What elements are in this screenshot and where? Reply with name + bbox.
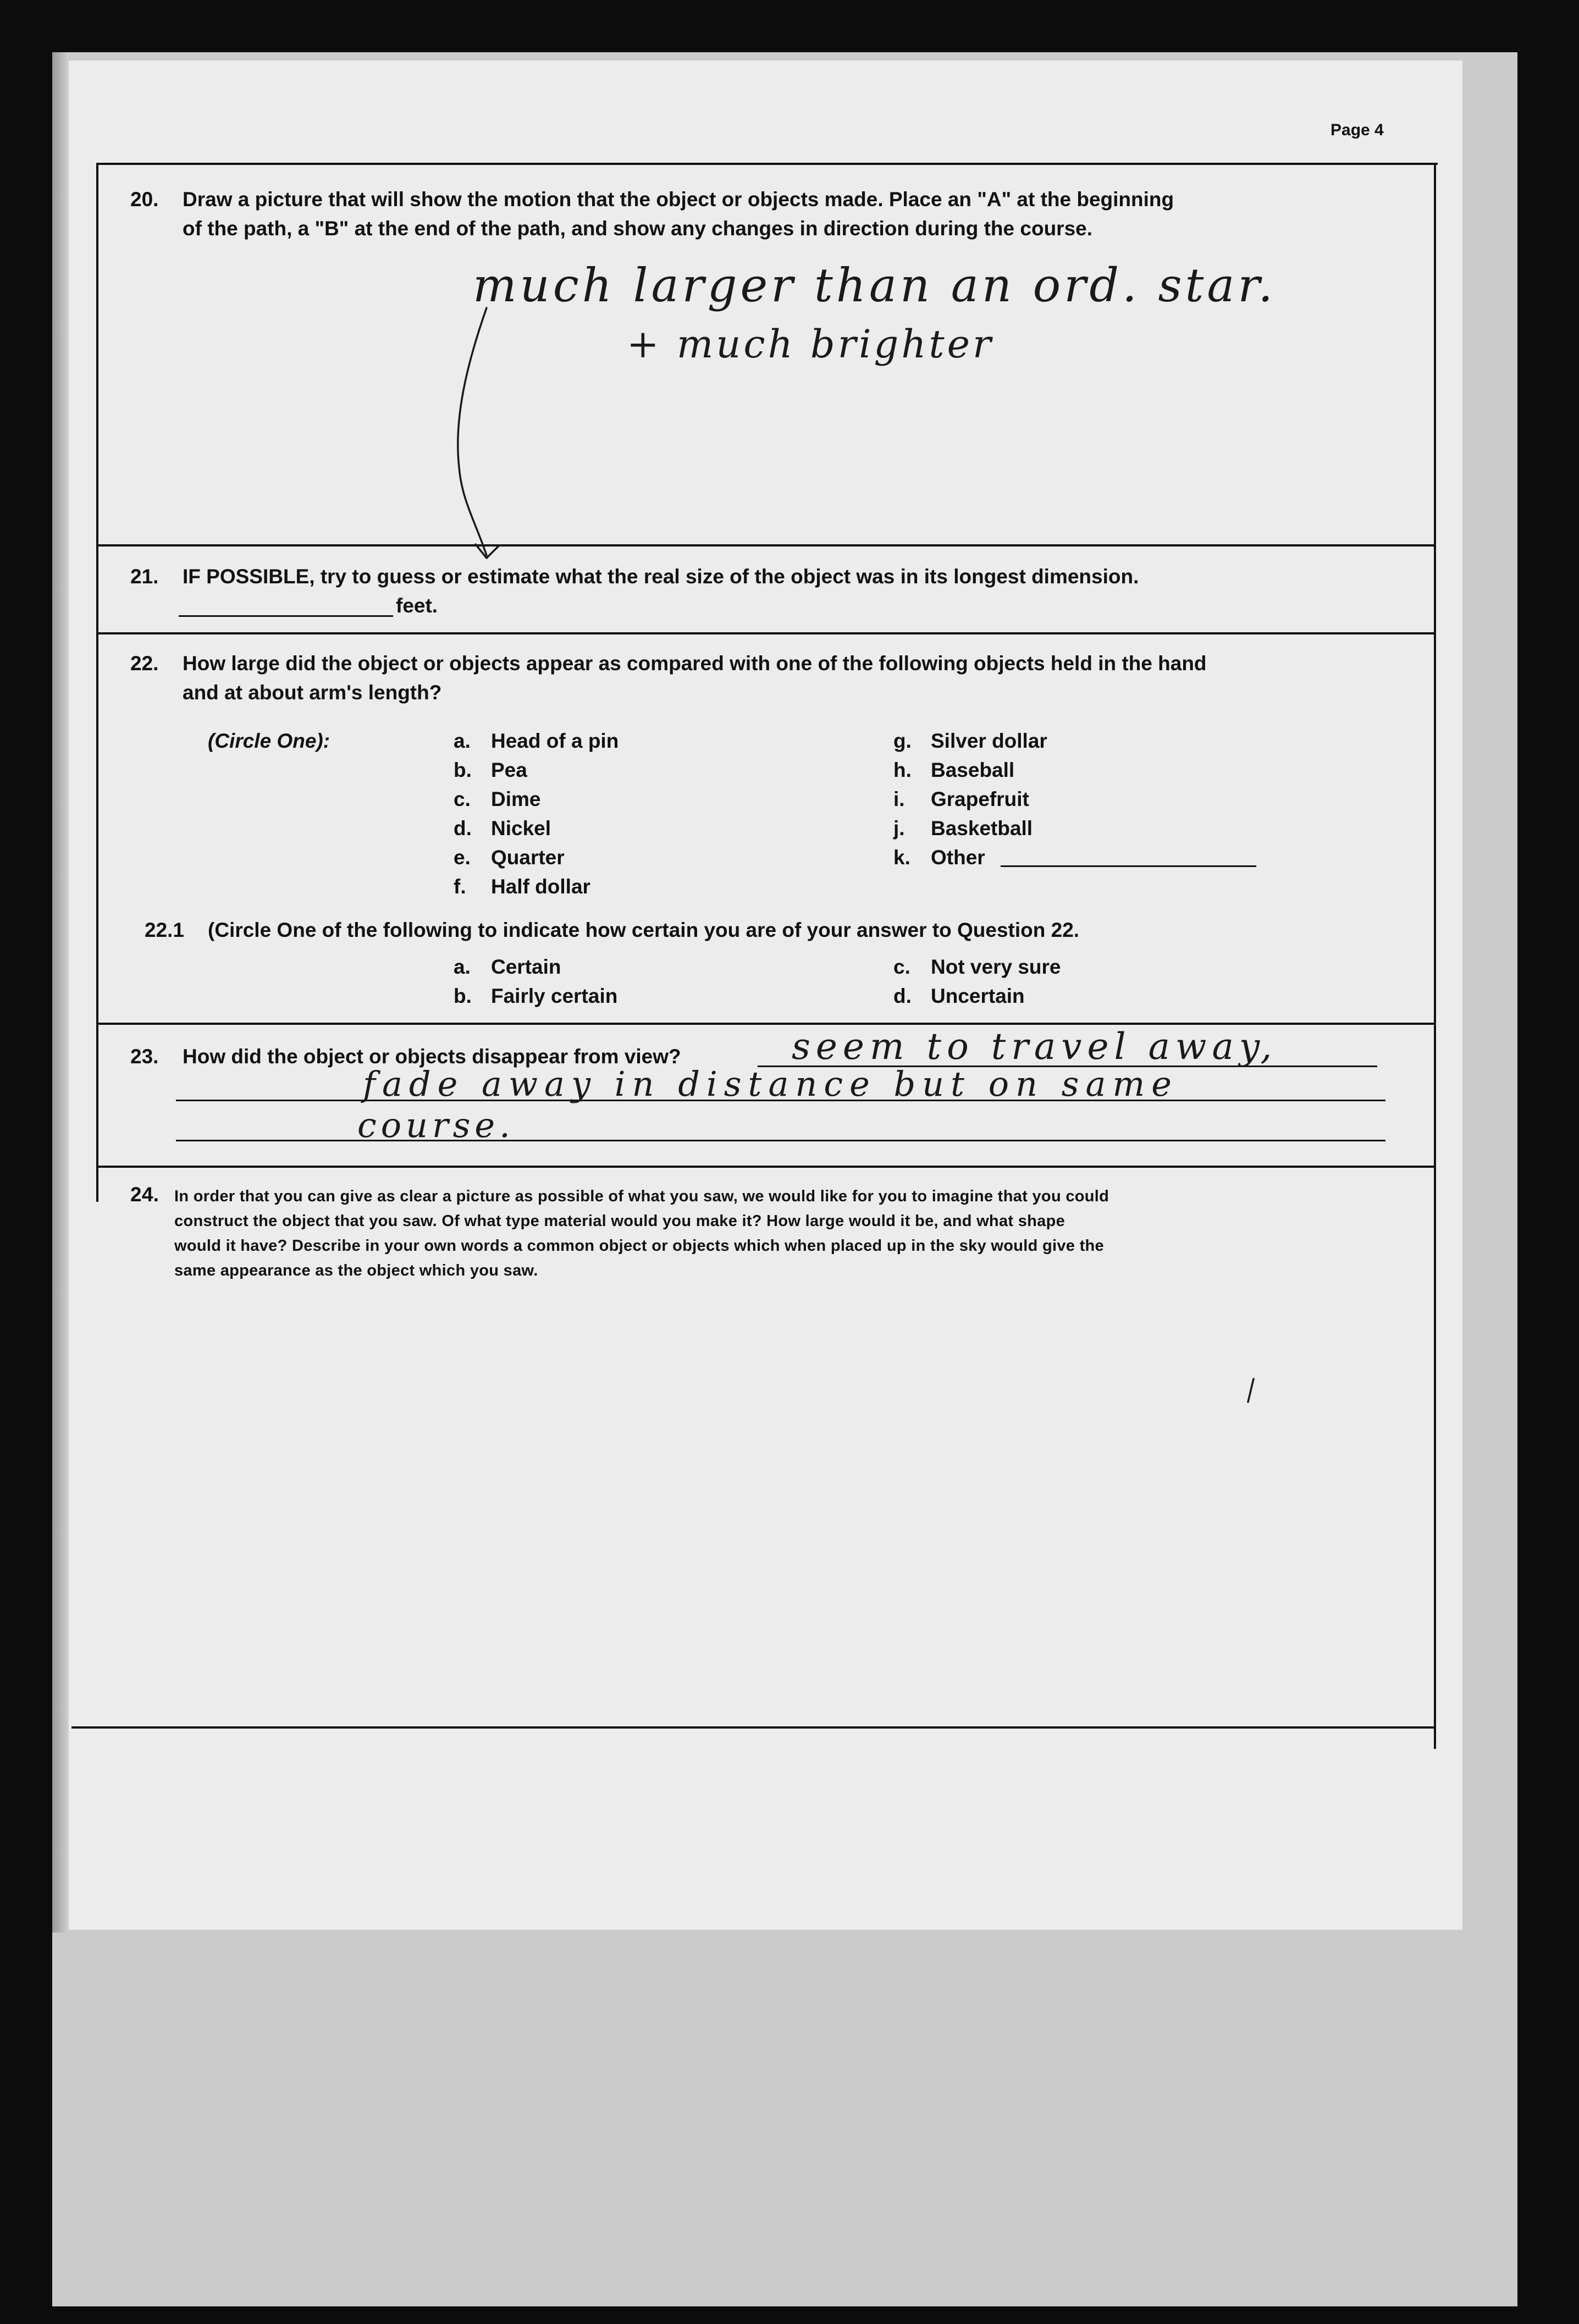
option-label: Silver dollar xyxy=(931,730,1047,752)
option-label: Grapefruit xyxy=(931,788,1029,810)
question-number: 23. xyxy=(130,1045,159,1068)
question-22-1-text: (Circle One of the following to indicate how certain you are of your answer to Question 22. xyxy=(208,919,1080,941)
motion-path-arrow xyxy=(434,286,544,572)
option-letter: b. xyxy=(454,759,472,781)
option-label: Certain xyxy=(491,956,561,978)
option-label: Uncertain xyxy=(931,985,1025,1007)
question-22 xyxy=(130,649,1207,707)
option-b[interactable] xyxy=(454,759,527,782)
option-letter: k. xyxy=(893,846,910,869)
question-24 xyxy=(130,1182,1109,1283)
certainty-option-b[interactable] xyxy=(454,985,617,1008)
option-label: Head of a pin xyxy=(491,730,619,752)
option-letter: c. xyxy=(454,788,471,810)
option-letter: d. xyxy=(454,817,472,840)
option-e[interactable] xyxy=(454,846,565,869)
option-letter: c. xyxy=(893,956,910,978)
question-number: 20. xyxy=(130,188,159,211)
option-label: Quarter xyxy=(491,846,565,869)
question-21-text: IF POSSIBLE, try to guess or estimate what the real size of the object was in its longest dimension. xyxy=(183,565,1139,588)
option-c[interactable] xyxy=(454,788,540,811)
page-number: Page 4 xyxy=(1330,121,1384,139)
other-answer-blank[interactable] xyxy=(1001,865,1256,867)
handwriting-q23-line2: fade away in distance but on same xyxy=(363,1064,1178,1104)
question-24-line1: In order that you can give as clear a picture as possible of what you saw, we would like for you to imagine that you could xyxy=(174,1188,1109,1205)
option-letter: a. xyxy=(454,730,471,752)
question-21 xyxy=(130,562,1139,591)
handwriting-q23-line3: course. xyxy=(357,1105,515,1145)
option-label: Other xyxy=(931,846,985,869)
option-label: Not very sure xyxy=(931,956,1061,978)
question-number: 22. xyxy=(130,652,159,675)
option-k[interactable] xyxy=(893,846,985,869)
option-letter: f. xyxy=(454,875,466,898)
form-right-border xyxy=(1434,163,1436,1749)
option-label: Nickel xyxy=(491,817,551,840)
certainty-option-d[interactable] xyxy=(893,985,1025,1008)
option-letter: g. xyxy=(893,730,912,752)
option-g[interactable] xyxy=(893,730,1047,753)
option-label: Fairly certain xyxy=(491,985,618,1007)
divider-q23-q24 xyxy=(96,1166,1436,1168)
certainty-option-a[interactable] xyxy=(454,956,561,979)
question-20 xyxy=(130,185,1174,243)
option-label: Basketball xyxy=(931,817,1033,840)
question-number: 24. xyxy=(130,1183,159,1206)
circle-one-label: (Circle One): xyxy=(208,730,330,752)
option-label: Dime xyxy=(491,788,541,810)
divider-q20-q21 xyxy=(96,544,1436,547)
size-answer-blank xyxy=(179,615,393,617)
option-i[interactable] xyxy=(893,788,1029,811)
option-letter: b. xyxy=(454,985,472,1007)
question-22-1 xyxy=(145,915,1079,945)
question-22-line2: and at about arm's length? xyxy=(183,681,442,704)
divider-q22-q23 xyxy=(96,1023,1436,1025)
option-label: Pea xyxy=(491,759,527,781)
option-f[interactable] xyxy=(454,875,590,898)
question-24-line3: would it have? Describe in your own words a common object or objects which when placed up in the sky would give the xyxy=(174,1237,1104,1255)
question-number: 21. xyxy=(130,565,159,588)
question-22-line1: How large did the object or objects appear as compared with one of the following objects held in the hand xyxy=(183,652,1207,675)
divider-q21-q22 xyxy=(96,632,1436,634)
stray-pen-mark xyxy=(1240,1374,1262,1407)
option-letter: a. xyxy=(454,956,471,978)
option-letter: h. xyxy=(893,759,912,781)
form-top-border xyxy=(96,163,1438,165)
question-23-text: How did the object or objects disappear from view? xyxy=(183,1045,681,1068)
question-24-line2: construct the object that you saw. Of what type material would you make it? How large would it be, and what shape xyxy=(174,1212,1065,1230)
handwriting-q20-line1: much larger than an ord. star. xyxy=(473,258,1277,312)
handwriting-q20-line2: + much brighter xyxy=(627,322,994,367)
option-label: Baseball xyxy=(931,759,1015,781)
certainty-option-c[interactable] xyxy=(893,956,1061,979)
option-h[interactable] xyxy=(893,759,1014,782)
option-a[interactable] xyxy=(454,730,619,753)
form-left-border xyxy=(96,163,98,1202)
question-number: 22.1 xyxy=(145,919,185,941)
handwriting-q23-line1: seem to travel away, xyxy=(792,1025,1278,1068)
size-unit: feet. xyxy=(396,594,438,617)
option-d[interactable] xyxy=(454,817,551,840)
question-20-line2: of the path, a "B" at the end of the path, and show any changes in direction during the course. xyxy=(183,217,1093,240)
option-letter: d. xyxy=(893,985,912,1007)
option-letter: e. xyxy=(454,846,471,869)
option-letter: j. xyxy=(893,817,905,840)
page-edge-shadow xyxy=(52,52,69,1933)
option-j[interactable] xyxy=(893,817,1033,840)
form-bottom-border xyxy=(71,1726,1436,1729)
option-letter: i. xyxy=(893,788,905,810)
question-24-line4: same appearance as the object which you saw. xyxy=(174,1262,538,1279)
question-20-line1: Draw a picture that will show the motion that the object or objects made. Place an "A" at the beginning xyxy=(183,188,1174,211)
option-label: Half dollar xyxy=(491,875,590,898)
